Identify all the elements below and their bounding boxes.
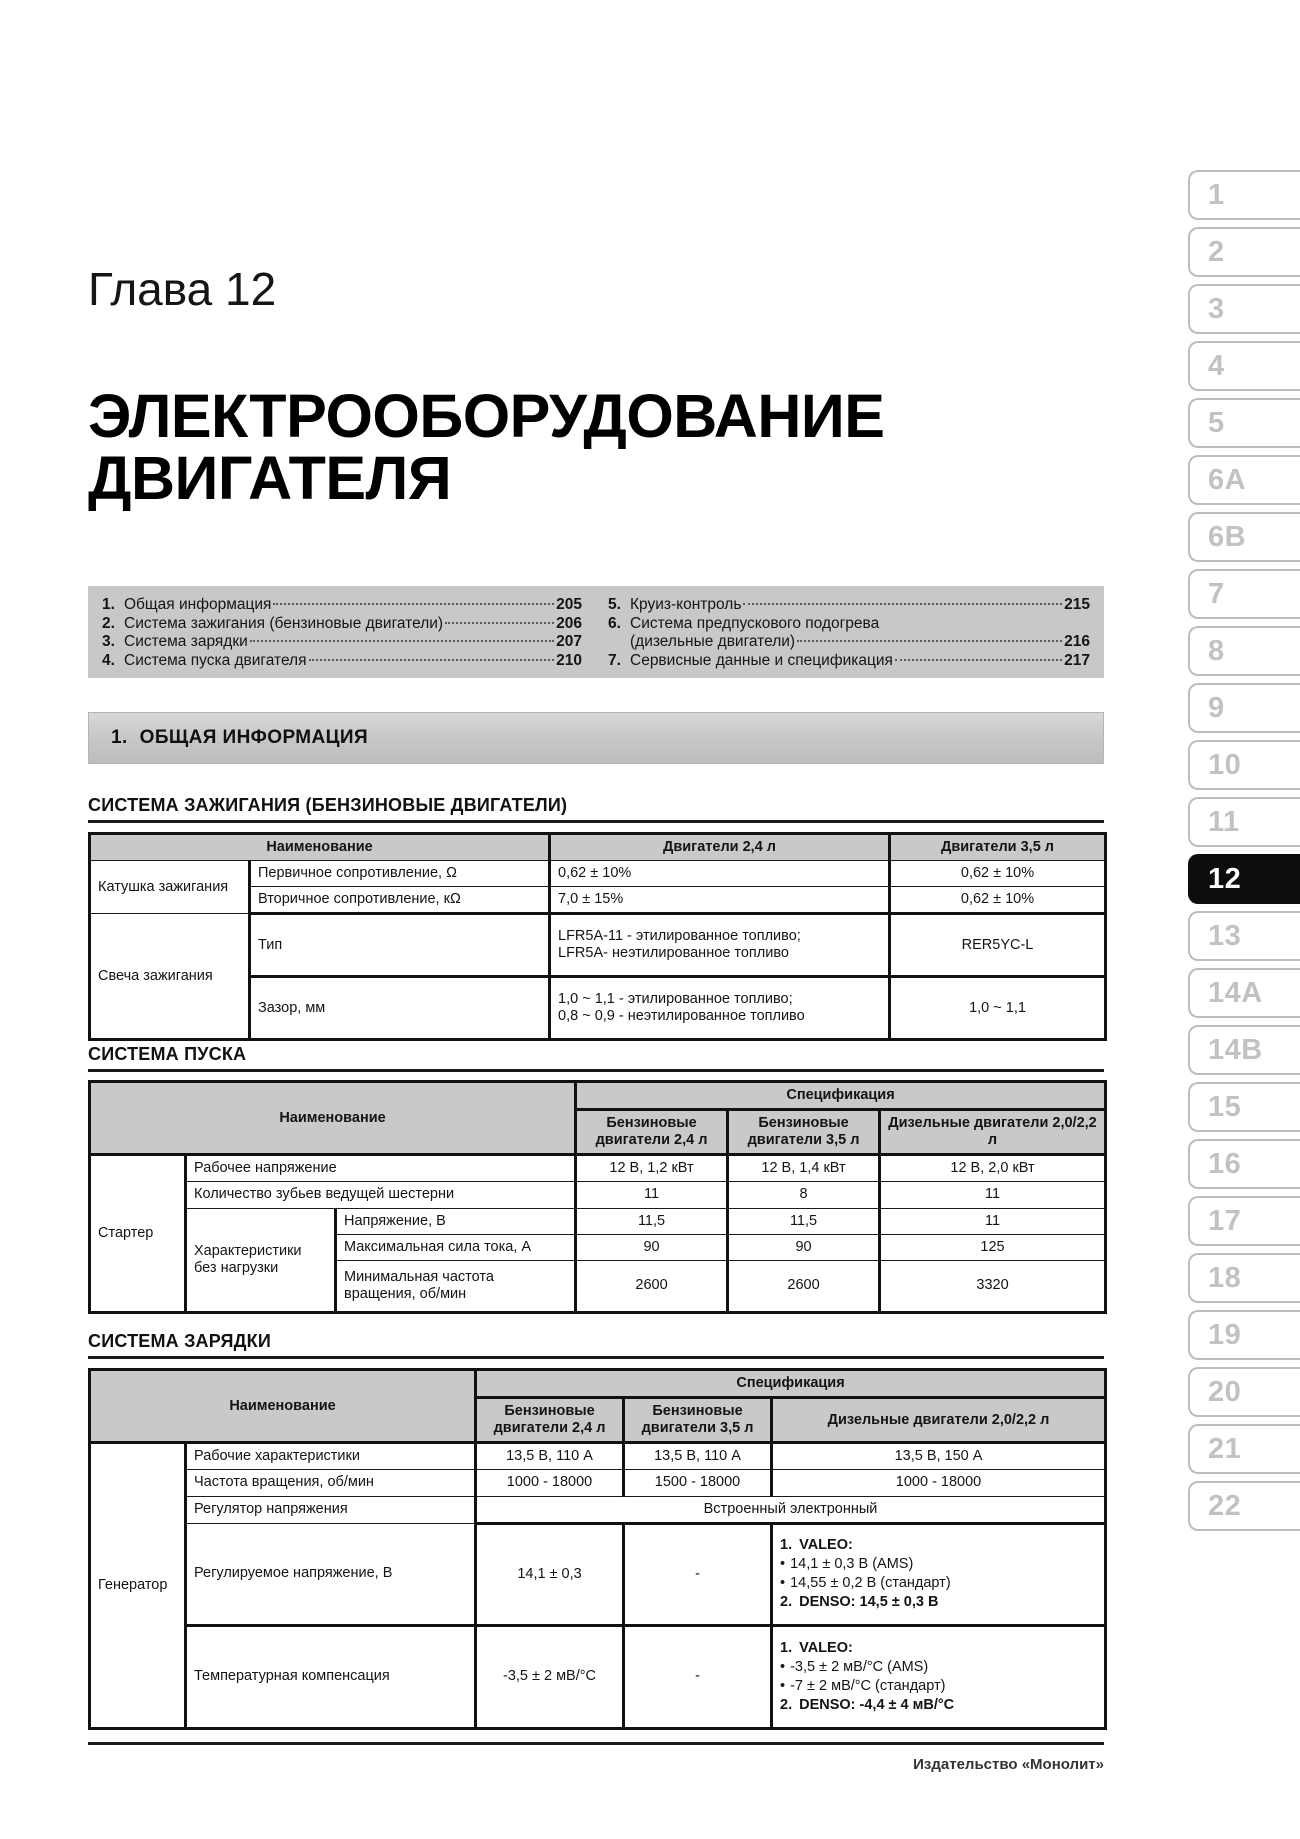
starting-value-p24: 2600 xyxy=(576,1260,728,1312)
chapter-tab-15[interactable]: 15 xyxy=(1188,1082,1300,1132)
toc-page: 210 xyxy=(556,651,582,669)
charging-value-merged: Встроенный электронный xyxy=(476,1496,1106,1523)
starting-col-spec: Спецификация xyxy=(576,1082,1106,1110)
toc-column-right xyxy=(596,596,1090,670)
charging-param: Температурная компенсация xyxy=(186,1625,476,1728)
list-item xyxy=(780,1639,1097,1658)
chapter-tab-20[interactable]: 20 xyxy=(1188,1367,1300,1417)
starting-value-p24: 12 В, 1,2 кВт xyxy=(576,1155,728,1182)
table-row xyxy=(90,1625,1106,1728)
diesel-spec-list xyxy=(780,1639,1097,1714)
ignition-value-24-line1: LFR5A-11 - этилированное топливо; xyxy=(558,928,801,945)
starting-col-name: Наименование xyxy=(90,1082,576,1155)
charging-table xyxy=(88,1368,1107,1730)
table-row xyxy=(90,1370,1106,1398)
toc-label: Система зажигания (бензиновые двигатели) xyxy=(124,614,444,632)
table-of-contents xyxy=(88,586,1104,678)
toc-column-left xyxy=(102,596,596,670)
charging-block xyxy=(88,1331,1104,1359)
charging-value-diesel: 13,5 В, 150 А xyxy=(772,1443,1106,1470)
table-row xyxy=(90,1443,1106,1470)
chapter-tab-7[interactable]: 7 xyxy=(1188,569,1300,619)
ignition-col-eng35: Двигатели 3,5 л xyxy=(890,834,1106,861)
ignition-value-24: 7,0 ± 15% xyxy=(550,887,890,914)
toc-leader xyxy=(743,603,1062,605)
table-row xyxy=(90,834,1106,861)
chapter-tab-14a[interactable]: 14A xyxy=(1188,968,1300,1018)
chapter-tab-17[interactable]: 17 xyxy=(1188,1196,1300,1246)
charging-value-diesel: 1000 - 18000 xyxy=(772,1470,1106,1496)
charging-value-p35: - xyxy=(624,1625,772,1728)
ignition-value-24-line1: 1,0 ~ 1,1 - этилированное топливо; xyxy=(558,991,793,1008)
chapter-tab-11[interactable]: 11 xyxy=(1188,797,1300,847)
ignition-value-24-line2: LFR5A- неэтилированное топливо xyxy=(558,945,789,962)
starting-value-p35: 90 xyxy=(728,1234,880,1260)
starting-param: Максимальная сила тока, А xyxy=(336,1234,576,1260)
ignition-value-35: 0,62 ± 10% xyxy=(890,887,1106,914)
starting-param: Количество зубьев ведущей шестерни xyxy=(186,1182,576,1208)
list-text: VALEO: xyxy=(799,1639,853,1656)
list-item: • 14,55 ± 0,2 В (стандарт) xyxy=(780,1574,1097,1593)
toc-label: Система пуска двигателя xyxy=(124,651,307,669)
ignition-value-24-line2: 0,8 ~ 0,9 - неэтилированное топливо xyxy=(558,1008,805,1025)
starting-value-p35: 2600 xyxy=(728,1260,880,1312)
toc-number: 3. xyxy=(102,633,115,650)
charging-value-p35: - xyxy=(624,1523,772,1625)
section-title: ОБЩАЯ ИНФОРМАЦИЯ xyxy=(139,727,369,748)
charging-param: Частота вращения, об/мин xyxy=(186,1470,476,1496)
toc-number: 1. xyxy=(102,596,115,613)
starting-value-diesel: 3320 xyxy=(880,1260,1106,1312)
ignition-table-wrap xyxy=(88,832,1107,1041)
starting-value-diesel: 12 В, 2,0 кВт xyxy=(880,1155,1106,1182)
toc-number: 7. xyxy=(608,651,621,669)
charging-col-spec: Спецификация xyxy=(476,1370,1106,1398)
toc-item[interactable] xyxy=(102,596,582,615)
chapter-tab-1[interactable]: 1 xyxy=(1188,170,1300,220)
table-row xyxy=(90,914,1106,977)
toc-page: 205 xyxy=(556,596,582,613)
charging-heading: СИСТЕМА ЗАРЯДКИ xyxy=(88,1331,1104,1359)
starting-group: Стартер xyxy=(90,1155,186,1312)
list-item xyxy=(780,1696,1097,1715)
starting-table xyxy=(88,1080,1107,1314)
toc-label: Система предпускового подогрева xyxy=(630,614,880,632)
list-item: • -3,5 ± 2 мВ/°C (AMS) xyxy=(780,1658,1097,1677)
chapter-tab-8[interactable]: 8 xyxy=(1188,626,1300,676)
toc-leader xyxy=(445,622,554,624)
chapter-tab-3[interactable]: 3 xyxy=(1188,284,1300,334)
toc-leader xyxy=(273,603,554,605)
chapter-tab-12-active[interactable]: 12 xyxy=(1188,854,1300,904)
section-header-bar xyxy=(88,712,1104,764)
list-marker: 2. xyxy=(780,1696,793,1713)
toc-page: 206 xyxy=(556,614,582,632)
chapter-tab-21[interactable]: 21 xyxy=(1188,1424,1300,1474)
toc-label: (дизельные двигатели) xyxy=(630,633,796,650)
ignition-value-24: 0,62 ± 10% xyxy=(550,861,890,887)
list-item xyxy=(780,1593,1097,1612)
charging-value-p35: 1500 - 18000 xyxy=(624,1470,772,1496)
starting-value-diesel: 11 xyxy=(880,1182,1106,1208)
charging-table-wrap xyxy=(88,1368,1107,1730)
table-row xyxy=(90,1182,1106,1208)
charging-col-petrol35: Бензиновые двигатели 3,5 л xyxy=(624,1398,772,1443)
table-row xyxy=(90,1208,1106,1234)
charging-value-diesel-list xyxy=(772,1523,1106,1625)
list-item: • 14,1 ± 0,3 В (AMS) xyxy=(780,1555,1097,1574)
starting-value-p35: 11,5 xyxy=(728,1208,880,1234)
ignition-value-35: 1,0 ~ 1,1 xyxy=(890,977,1106,1040)
ignition-param: Вторичное сопротивление, кΩ xyxy=(250,887,550,914)
charging-col-name: Наименование xyxy=(90,1370,476,1443)
toc-label: Круиз-контроль xyxy=(630,596,742,613)
toc-item[interactable] xyxy=(102,633,582,652)
ignition-value-35: 0,62 ± 10% xyxy=(890,861,1106,887)
charging-group: Генератор xyxy=(90,1443,186,1728)
starting-col-diesel: Дизельные двигатели 2,0/2,2 л xyxy=(880,1110,1106,1155)
table-row xyxy=(90,1523,1106,1625)
toc-page: 215 xyxy=(1064,596,1090,613)
chapter-tab-16[interactable]: 16 xyxy=(1188,1139,1300,1189)
toc-number: 4. xyxy=(102,651,115,669)
publisher-footer: Издательство «Монолит» xyxy=(913,1756,1104,1773)
ignition-group-plug: Свеча зажигания xyxy=(90,914,250,1040)
chapter-tab-13[interactable]: 13 xyxy=(1188,911,1300,961)
toc-leader xyxy=(250,640,554,642)
charging-value-p35: 13,5 В, 110 А xyxy=(624,1443,772,1470)
chapter-tab-6b[interactable]: 6B xyxy=(1188,512,1300,562)
ignition-param: Тип xyxy=(250,914,550,977)
table-row xyxy=(90,1155,1106,1182)
list-item: • -7 ± 2 мВ/°C (стандарт) xyxy=(780,1677,1097,1696)
starting-param: Минимальная частота вращения, об/мин xyxy=(336,1260,576,1312)
ignition-heading: СИСТЕМА ЗАЖИГАНИЯ (БЕНЗИНОВЫЕ ДВИГАТЕЛИ) xyxy=(88,795,1104,823)
chapter-tab-5[interactable]: 5 xyxy=(1188,398,1300,448)
starting-block xyxy=(88,1044,1104,1072)
table-row xyxy=(90,1082,1106,1110)
chapter-label: Глава 12 xyxy=(88,263,277,315)
chapter-tab-19[interactable]: 19 xyxy=(1188,1310,1300,1360)
charging-col-diesel: Дизельные двигатели 2,0/2,2 л xyxy=(772,1398,1106,1443)
starting-value-p24: 11 xyxy=(576,1182,728,1208)
ignition-value-24 xyxy=(550,977,890,1040)
starting-table-wrap xyxy=(88,1080,1107,1314)
charging-param: Регулируемое напряжение, В xyxy=(186,1523,476,1625)
toc-label: Система зарядки xyxy=(124,633,248,650)
chapter-tab-2[interactable]: 2 xyxy=(1188,227,1300,277)
table-row xyxy=(90,1496,1106,1523)
charging-param: Рабочие характеристики xyxy=(186,1443,476,1470)
chapter-tab-18[interactable]: 18 xyxy=(1188,1253,1300,1303)
starting-value-p24: 11,5 xyxy=(576,1208,728,1234)
table-row xyxy=(90,1470,1106,1496)
list-marker: 2. xyxy=(780,1594,793,1610)
toc-item[interactable] xyxy=(608,596,1090,615)
ignition-table xyxy=(88,832,1107,1041)
chapter-tab-22[interactable]: 22 xyxy=(1188,1481,1300,1531)
ignition-value-35: RER5YC-L xyxy=(890,914,1106,977)
chapter-tab-10[interactable]: 10 xyxy=(1188,740,1300,790)
list-marker: 1. xyxy=(780,1537,793,1554)
charging-value-p24: 1000 - 18000 xyxy=(476,1470,624,1496)
starting-col-petrol35: Бензиновые двигатели 3,5 л xyxy=(728,1110,880,1155)
starting-value-p35: 8 xyxy=(728,1182,880,1208)
charging-value-p24: 13,5 В, 110 А xyxy=(476,1443,624,1470)
toc-leader xyxy=(895,659,1062,661)
toc-page: 216 xyxy=(1064,633,1090,650)
ignition-param: Первичное сопротивление, Ω xyxy=(250,861,550,887)
ignition-col-eng24: Двигатели 2,4 л xyxy=(550,834,890,861)
charging-value-p24: 14,1 ± 0,3 xyxy=(476,1523,624,1625)
toc-item[interactable] xyxy=(608,652,1090,671)
starting-param: Рабочее напряжение xyxy=(186,1155,576,1182)
toc-leader xyxy=(309,659,555,661)
ignition-param: Зазор, мм xyxy=(250,977,550,1040)
toc-item[interactable] xyxy=(608,615,1090,634)
toc-item[interactable] xyxy=(102,652,582,671)
toc-label: Сервисные данные и спецификация xyxy=(630,651,893,669)
section-number: 1. xyxy=(111,727,128,748)
list-marker: 1. xyxy=(780,1639,793,1656)
toc-item-continuation[interactable] xyxy=(608,633,1090,652)
charging-col-petrol24: Бензиновые двигатели 2,4 л xyxy=(476,1398,624,1443)
chapter-tab-4[interactable]: 4 xyxy=(1188,341,1300,391)
list-item xyxy=(780,1536,1097,1555)
starting-value-p35: 12 В, 1,4 кВт xyxy=(728,1155,880,1182)
toc-page: 207 xyxy=(556,633,582,650)
chapter-tab-strip xyxy=(1182,170,1300,1531)
toc-number: 5. xyxy=(608,596,621,613)
diesel-spec-list xyxy=(780,1536,1097,1611)
footer-divider xyxy=(88,1742,1104,1745)
chapter-tab-9[interactable]: 9 xyxy=(1188,683,1300,733)
charging-value-diesel-list xyxy=(772,1625,1106,1728)
ignition-value-24 xyxy=(550,914,890,977)
chapter-tab-14b[interactable]: 14B xyxy=(1188,1025,1300,1075)
starting-heading: СИСТЕМА ПУСКА xyxy=(88,1044,1104,1072)
toc-number: 6. xyxy=(608,614,621,632)
toc-leader xyxy=(797,640,1062,642)
charging-value-p24: -3,5 ± 2 мВ/°C xyxy=(476,1625,624,1728)
toc-page: 217 xyxy=(1064,651,1090,669)
toc-item[interactable] xyxy=(102,615,582,634)
ignition-block xyxy=(88,795,1104,823)
table-row xyxy=(90,861,1106,887)
list-text: DENSO: 14,5 ± 0,3 В xyxy=(799,1594,939,1610)
toc-number: 2. xyxy=(102,614,115,632)
ignition-col-name: Наименование xyxy=(90,834,550,861)
starting-col-petrol24: Бензиновые двигатели 2,4 л xyxy=(576,1110,728,1155)
page-title: ЭЛЕКТРООБОРУДОВАНИЕ ДВИГАТЕЛЯ xyxy=(88,382,885,513)
starting-value-diesel: 125 xyxy=(880,1234,1106,1260)
ignition-group-coil: Катушка зажигания xyxy=(90,861,250,914)
starting-subgroup: Характеристики без нагрузки xyxy=(186,1208,336,1312)
charging-param: Регулятор напряжения xyxy=(186,1496,476,1523)
chapter-tab-6a[interactable]: 6A xyxy=(1188,455,1300,505)
starting-param: Напряжение, В xyxy=(336,1208,576,1234)
list-text: VALEO: xyxy=(799,1537,853,1554)
toc-label: Общая информация xyxy=(124,596,272,613)
starting-value-diesel: 11 xyxy=(880,1208,1106,1234)
list-text: DENSO: -4,4 ± 4 мВ/°C xyxy=(799,1696,955,1713)
starting-value-p24: 90 xyxy=(576,1234,728,1260)
